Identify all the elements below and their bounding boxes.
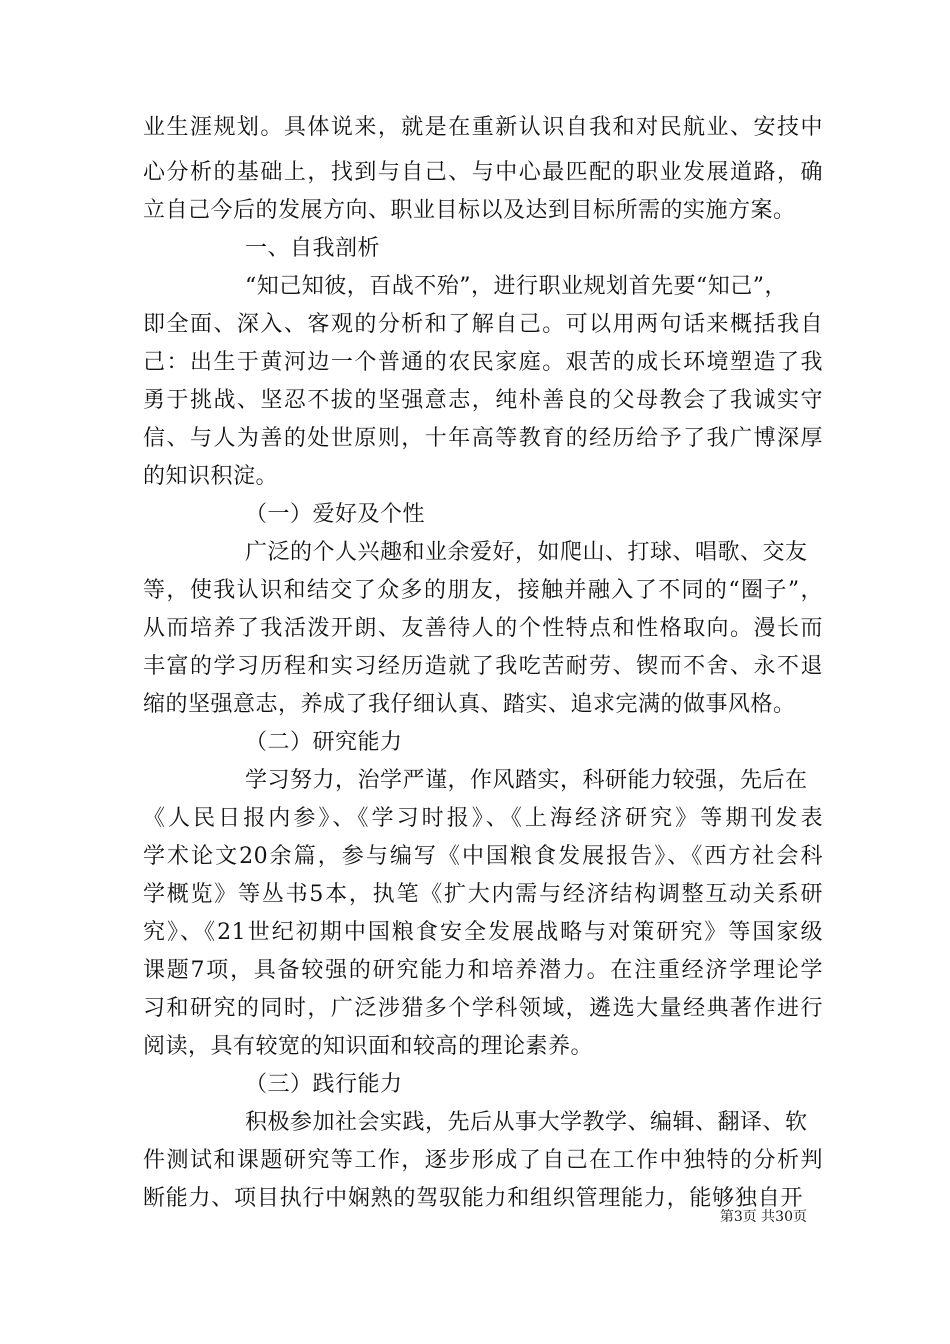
text-line: 断能力、项目执行中娴熟的驾驭能力和组织管理能力，能够独自开: [143, 1186, 803, 1211]
text-line: 《人民日报内参》、《学习时报》、《上海经济研究》等期刊发表: [143, 806, 823, 831]
subsection-heading-research: （二）研究能力: [245, 730, 403, 755]
text-line: 件测试和课题研究等工作，逐步形成了自己在工作中独特的分析判: [143, 1148, 823, 1173]
text-line: 课题7项，具备较强的研究能力和培养潜力。在注重经济学理论学: [143, 958, 823, 983]
text-line: 即全面、深入、客观的分析和了解自己。可以用两句话来概括我自: [143, 312, 823, 337]
section-heading-self-analysis: 一、自我剖析: [245, 236, 381, 261]
text-line: 丰富的学习历程和实习经历造就了我吃苦耐劳、锲而不舍、永不退: [143, 654, 823, 679]
text-line: 积极参加社会实践，先后从事大学教学、编辑、翻译、软: [245, 1110, 808, 1135]
text-line: 勇于挑战、坚忍不拔的坚强意志，纯朴善良的父母教会了我诚实守: [143, 388, 823, 413]
text-line: 己：出生于黄河边一个普通的农民家庭。艰苦的成长环境塑造了我: [143, 350, 823, 375]
text-line: 的知识积淀。: [143, 464, 279, 489]
text-line: 等，使我认识和结交了众多的朋友，接触并融入了不同的“圈子”，: [143, 578, 823, 603]
text-line: 信、与人为善的处世原则，十年高等教育的经历给予了我广博深厚: [143, 426, 823, 451]
subsection-heading-practice: （三）践行能力: [245, 1072, 403, 1097]
text-line: 学术论文20余篇，参与编写《中国粮食发展报告》、《西方社会科: [143, 844, 823, 869]
text-line: 立自己今后的发展方向、职业目标以及达到目标所需的实施方案。: [143, 198, 796, 223]
text-line: 从而培养了我活泼开朗、友善待人的个性特点和性格取向。漫长而: [143, 616, 823, 641]
text-line: 习和研究的同时，广泛涉猎多个学科领域，遴选大量经典著作进行: [143, 996, 823, 1021]
text-line: 业生涯规划。具体说来，就是在重新认识自我和对民航业、安技中: [143, 115, 823, 140]
text-line: 究》、《21世纪初期中国粮食安全发展战略与对策研究》等国家级: [143, 920, 823, 945]
text-line: 心分析的基础上，找到与自己、与中心最匹配的职业发展道路，确: [143, 160, 823, 185]
text-line: 广泛的个人兴趣和业余爱好，如爬山、打球、唱歌、交友: [245, 540, 808, 565]
text-line: 学概览》等丛书5本，执笔《扩大内需与经济结构调整互动关系研: [143, 882, 823, 907]
page-number: 第3页 共30页: [719, 1209, 807, 1225]
text-line: 缩的坚强意志，养成了我仔细认真、踏实、追求完满的做事风格。: [143, 692, 796, 717]
text-line: 阅读，具有较宽的知识面和较高的理论素养。: [143, 1034, 594, 1059]
text-line: 学习努力，治学严谨，作风踏实，科研能力较强，先后在: [245, 768, 808, 793]
text-line: “知己知彼，百战不殆”，进行职业规划首先要“知己”，: [245, 274, 787, 299]
subsection-heading-hobbies: （一）爱好及个性: [245, 502, 426, 527]
